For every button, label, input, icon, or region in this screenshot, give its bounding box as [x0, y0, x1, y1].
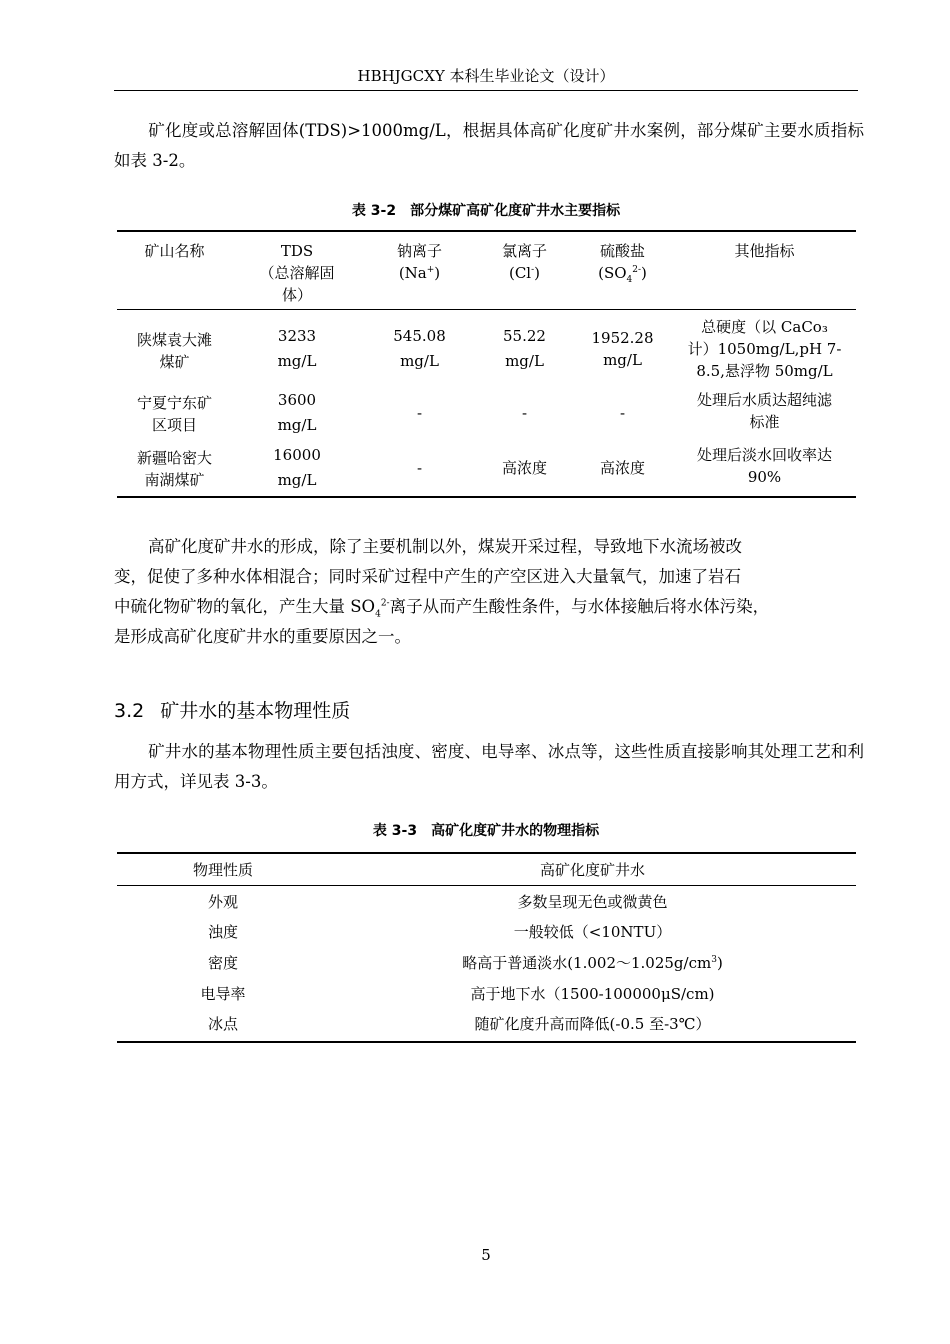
- table-3-3: [117, 852, 856, 1043]
- row-1-tds-value: 3233: [277, 327, 317, 345]
- row-3-mine-line2: 南湖煤矿: [144, 471, 205, 489]
- table-header-rule: [117, 309, 856, 310]
- paragraph-2-line3-b: 离子从而产生酸性条件，与水体接触后将水体污染，: [389, 597, 770, 616]
- header-sodium-formula: (Na: [398, 264, 427, 282]
- section-title: 矿井水的基本物理性质: [160, 700, 351, 722]
- table-row-5-property: 冰点: [207, 1015, 238, 1033]
- header-sodium: [372, 240, 467, 284]
- row-2-other-line2: 标准: [749, 413, 780, 431]
- table-row-2-mine: [117, 392, 232, 436]
- row-1-mine-line2: 煤矿: [159, 353, 190, 371]
- header-tds: [247, 240, 347, 306]
- table-3-3-caption-title: 高矿化度矿井水的物理指标: [431, 823, 600, 839]
- header-sodium-line2: [372, 262, 467, 284]
- table-header-rule: [117, 885, 856, 886]
- table-row-1-tds: [247, 324, 347, 374]
- row-3-value-exponent: 3: [711, 955, 717, 965]
- table-row-4-property: 电导率: [200, 985, 246, 1003]
- table-row-1-sodium: [372, 324, 467, 374]
- table-3-2-caption-number: 表 3-2: [351, 203, 397, 219]
- row-3-tds-unit: mg/L: [277, 471, 317, 489]
- header-sulfate: [575, 240, 670, 284]
- paragraph-2-line3: [114, 592, 864, 622]
- paragraph-2: [114, 532, 864, 652]
- table-row-3-chloride: 高浓度: [501, 459, 547, 477]
- header-value: 高矿化度矿井水: [539, 861, 645, 879]
- section-heading: [114, 698, 350, 724]
- paragraph-2-line3-a: 中硫化物矿物的氧化，产生大量 SO: [114, 597, 376, 616]
- row-1-chloride-value: 55.22: [503, 327, 546, 345]
- row-3-other-line1: 处理后淡水回收率达: [696, 446, 832, 464]
- header-sodium-charge: +: [426, 265, 435, 275]
- table-row-3-tds: [247, 443, 347, 493]
- row-1-sulfate-unit: mg/L: [603, 351, 642, 369]
- table-row-1-mine: [117, 329, 232, 373]
- header-mine-name-text: 矿山名称: [144, 242, 205, 260]
- page-header: HBHJGCXY 本科生毕业论文（设计）: [357, 67, 615, 85]
- paragraph-2-sulfate-charge: 2-: [380, 598, 390, 609]
- table-row-1-sulfate: [575, 327, 670, 371]
- paragraph-3-text: 矿井水的基本物理性质主要包括浊度、密度、电导率、冰点等，这些性质直接影响其处理工艺和利用方式，详见表 3-3。: [114, 742, 864, 791]
- row-1-other-line1: 总硬度（以 CaCo₃: [701, 318, 828, 336]
- header-property: 物理性质: [192, 861, 253, 879]
- header-rule: [114, 90, 858, 91]
- page-number: 5: [481, 1246, 491, 1264]
- header-sulfate-charge: 2-: [632, 265, 642, 275]
- paragraph-2-line1-text: 高矿化度矿井水的形成，除了主要机制以外，煤炭开采过程，导致地下水流场被改: [148, 537, 742, 556]
- row-1-other-line2: 计）1050mg/L,pH 7-: [687, 340, 842, 358]
- table-row-2-sodium: -: [416, 404, 423, 422]
- header-chloride-formula: (Cl: [508, 264, 532, 282]
- header-other-text: 其他指标: [734, 242, 795, 260]
- table-row-1-value: 多数呈现无色或微黄色: [517, 893, 668, 911]
- paragraph-1-text: 矿化度或总溶解固体(TDS)>1000mg/L，根据具体高矿化度矿井水案例，部分煤矿主要水质指标如表 3-2。: [114, 121, 864, 170]
- row-2-mine-line1: 宁夏宁东矿: [136, 394, 212, 412]
- paragraph-3: [114, 737, 864, 797]
- table-row-1-other: [682, 316, 847, 382]
- row-1-chloride-unit: mg/L: [505, 352, 544, 370]
- row-1-mine-line1: 陕煤袁大滩: [136, 331, 212, 349]
- table-3-2-caption: [114, 201, 858, 221]
- header-tds-line3: 体）: [281, 286, 312, 304]
- row-1-sulfate-value: 1952.28: [591, 329, 654, 347]
- table-row-3-value: [329, 952, 856, 974]
- header-sulfate-line1: 硫酸盐: [599, 242, 645, 260]
- table-row-3-other: [682, 444, 847, 488]
- table-row-3-mine: [117, 447, 232, 491]
- row-2-other-line1: 处理后水质达超纯滤: [696, 391, 832, 409]
- paragraph-1: [114, 116, 864, 176]
- table-row-1-property: 外观: [207, 893, 238, 911]
- table-3-3-caption: [114, 821, 858, 841]
- row-1-other-line3: 8.5,悬浮物 50mg/L: [696, 362, 833, 380]
- paragraph-2-line1: [114, 532, 864, 562]
- header-chloride-line2: [477, 262, 572, 284]
- table-row-2-property: 浊度: [207, 923, 238, 941]
- header-chloride-line1: 氯离子: [501, 242, 547, 260]
- table-row-4-value: 高于地下水（1500-100000μS/cm): [470, 985, 715, 1003]
- table-row-3-sulfate: 高浓度: [599, 459, 645, 477]
- table-row-5-value: 随矿化度升高而降低(-0.5 至-3℃）: [474, 1015, 711, 1033]
- table-row-1-chloride: [477, 324, 572, 374]
- row-2-mine-line2: 区项目: [151, 416, 197, 434]
- header-sodium-close: ): [434, 264, 441, 282]
- header-sulfate-formula: (SO: [598, 264, 627, 282]
- paragraph-2-line4: 是形成高矿化度矿井水的重要原因之一。: [114, 627, 411, 646]
- table-row-2-value: 一般较低（<10NTU）: [513, 923, 672, 941]
- header-chloride-close: ): [534, 264, 541, 282]
- table-row-2-other: [682, 389, 847, 433]
- table-3-2-caption-title: 部分煤矿高矿化度矿井水主要指标: [410, 203, 621, 219]
- row-1-tds-unit: mg/L: [277, 352, 317, 370]
- row-3-value-text: 略高于普通淡水(1.002～1.025g/cm: [462, 954, 712, 972]
- header-sulfate-subscript: 4: [626, 275, 633, 285]
- header-sulfate-line2: [575, 262, 670, 284]
- table-row-3-property: 密度: [207, 954, 238, 972]
- row-1-sodium-unit: mg/L: [400, 352, 439, 370]
- table-row-2-sulfate: -: [619, 404, 626, 422]
- paragraph-2-sulfate-subscript: 4: [375, 609, 381, 620]
- row-3-tds-value: 16000: [273, 446, 321, 464]
- header-sulfate-close: ): [641, 264, 647, 282]
- header-tds-line1: TDS: [280, 242, 314, 260]
- row-1-sodium-value: 545.08: [393, 327, 446, 345]
- header-tds-line2: （总溶解固: [259, 264, 335, 282]
- table-3-3-caption-number: 表 3-3: [372, 823, 418, 839]
- table-3-2: [117, 230, 856, 498]
- row-3-other-line2: 90%: [747, 468, 782, 486]
- table-row-2-chloride: -: [521, 404, 528, 422]
- row-3-value-close: ): [716, 954, 723, 972]
- row-2-tds-value: 3600: [277, 391, 317, 409]
- row-2-tds-unit: mg/L: [277, 416, 317, 434]
- table-row-3-sodium: -: [416, 459, 423, 477]
- table-row-2-tds: [247, 388, 347, 438]
- header-other: [682, 240, 847, 262]
- header-mine-name: [117, 240, 232, 262]
- section-number: 3.2: [114, 700, 145, 722]
- header-chloride: [477, 240, 572, 284]
- row-3-mine-line1: 新疆哈密大: [136, 449, 212, 467]
- header-chloride-charge: -: [531, 265, 535, 275]
- header-sodium-line1: 钠离子: [396, 242, 442, 260]
- paragraph-2-line2: 变，促使了多种水体相混合；同时采矿过程中产生的产空区进入大量氧气，加速了岩石: [114, 567, 741, 586]
